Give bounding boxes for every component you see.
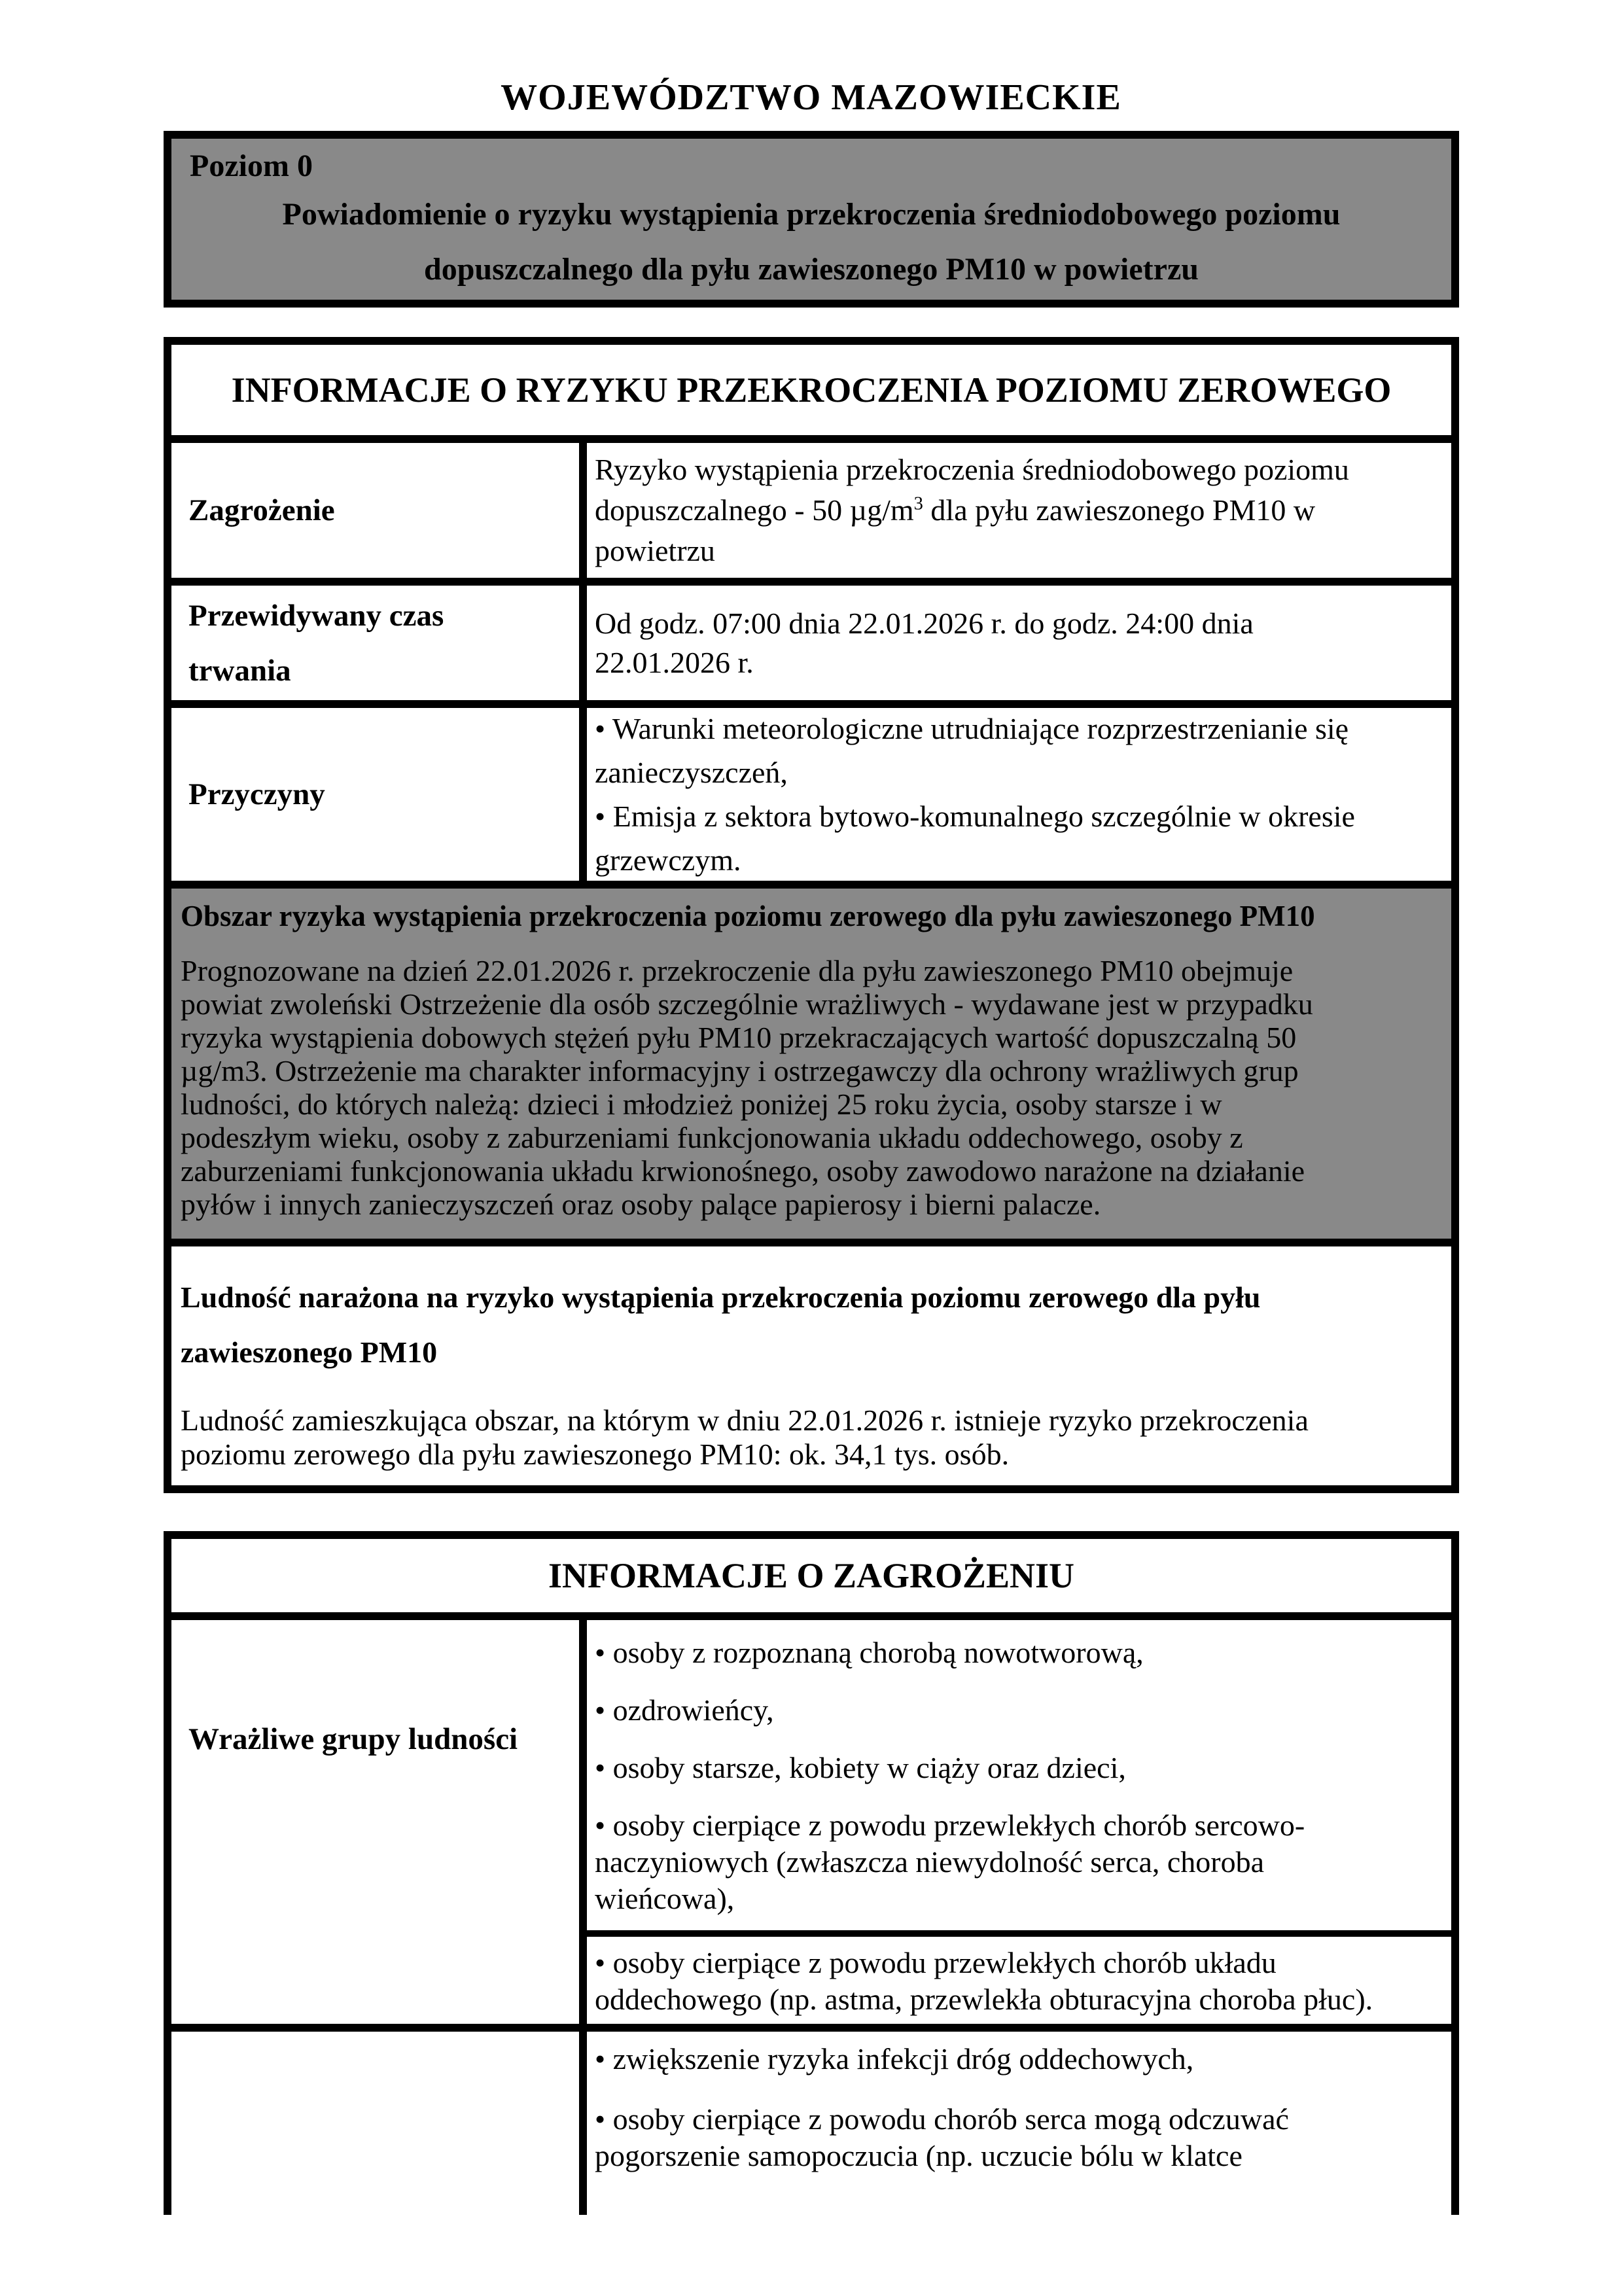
- row-czas-trwania: [171, 586, 1451, 708]
- population-section: [171, 1246, 1451, 1485]
- row-przyczyny: [171, 708, 1451, 889]
- sensitive-bullet-1: • osoby z rozpoznaną chorobą nowotworową,: [595, 1636, 1144, 1669]
- zagrozenie-line-3: powietrzu: [595, 534, 715, 567]
- przyczyny-line-3: • Emisja z sektora bytowo-komunalnego szczególnie w okresie: [595, 800, 1355, 833]
- population-title: [181, 1270, 1442, 1380]
- czas-line-2: 22.01.2026 r.: [595, 645, 754, 679]
- sensitive-bullet-2: • ozdrowieńcy,: [595, 1693, 774, 1727]
- alert-level-banner: [164, 131, 1459, 308]
- population-title-line-1: Ludność narażona na ryzyko wystąpienia przekroczenia poziomu zerowego dla pyłu: [181, 1280, 1261, 1314]
- czas-content: [587, 586, 1451, 700]
- czas-label-line-2: trwania: [188, 653, 291, 688]
- risk-area-line-3: ryzyka wystąpienia dobowych stężeń pyłu PM10 przekraczających wartość dopuszczalną 50: [181, 1021, 1297, 1054]
- sensitive-bullet-4-line-2: naczyniowych (zwłaszcza niewydolność serca, choroba: [595, 1845, 1265, 1879]
- sensitive-bullet-5-line-2: oddechowego (np. astma, przewlekła obturacyjna choroba płuc).: [595, 1983, 1373, 2016]
- sensitive-bullet-3: • osoby starsze, kobiety w ciąży oraz dzieci,: [595, 1751, 1126, 1784]
- sensitive-bullet-4-line-1: • osoby cierpiące z powodu przewlekłych chorób sercowo-: [595, 1809, 1305, 1842]
- effects-label-cell-clipped: [171, 2032, 587, 2215]
- alert-level: Poziom 0: [190, 149, 313, 183]
- population-paragraph: [181, 1404, 1442, 1472]
- sensitive-groups-cell-1: [587, 1620, 1451, 1937]
- health-effects-cell: [587, 2032, 1451, 2215]
- hazard-table-body: [171, 1620, 1451, 2215]
- czas-label-line-1: Przewidywany czas: [188, 598, 444, 633]
- effects-bullet-1: • zwiększenie ryzyka infekcji dróg oddechowych,: [595, 2042, 1194, 2075]
- przyczyny-line-4: grzewczym.: [595, 843, 741, 877]
- risk-area-line-6: podeszłym wieku, osoby z zaburzeniami funkcjonowania układu oddechowego, osoby z: [181, 1121, 1243, 1154]
- region-title: WOJEWÓDZTWO MAZOWIECKIE: [501, 77, 1121, 118]
- zagrozenie-line-1: Ryzyko wystąpienia przekroczenia średniodobowego poziomu: [595, 453, 1349, 486]
- risk-info-table: [164, 337, 1459, 1493]
- risk-table-header: INFORMACJE O RYZYKU PRZEKROCZENIA POZIOMU ZEROWEGO: [171, 345, 1451, 443]
- przyczyny-line-2: zanieczyszczeń,: [595, 756, 788, 789]
- population-line-2: poziomu zerowego dla pyłu zawieszonego PM10: ok. 34,1 tys. osób.: [181, 1438, 1010, 1471]
- effects-bullet-2-line-1: • osoby cierpiące z powodu chorób serca mogą odczuwać: [595, 2102, 1289, 2136]
- zagrozenie-content: [587, 443, 1451, 578]
- risk-area-line-2: powiat zwoleński Ostrzeżenie dla osób szczególnie wrażliwych - wydawane jest w przypadku: [181, 987, 1313, 1021]
- przyczyny-content: [587, 708, 1451, 881]
- zagrozenie-line-2-post: dla pyłu zawieszonego PM10 w: [923, 493, 1316, 527]
- risk-area-line-4: µg/m3. Ostrzeżenie ma charakter informacyjny i ostrzegawczy dla ochrony wrażliwych grup: [181, 1054, 1299, 1087]
- hazard-info-table: [164, 1531, 1459, 2215]
- zagrozenie-superscript: 3: [913, 493, 923, 514]
- risk-area-paragraph: [181, 954, 1442, 1221]
- hazard-table-header: INFORMACJE O ZAGROŻENIU: [171, 1539, 1451, 1620]
- risk-area-line-1: Prognozowane na dzień 22.01.2026 r. przekroczenie dla pyłu zawieszonego PM10 obejmuje: [181, 954, 1294, 987]
- population-line-1: Ludność zamieszkująca obszar, na którym w dniu 22.01.2026 r. istnieje ryzyko przekroczenia: [181, 1404, 1309, 1437]
- alert-subtitle-line-2: dopuszczalnego dla pyłu zawieszonego PM10 w powietrzu: [424, 252, 1199, 287]
- sensitive-groups-label: Wrażliwe grupy ludności: [171, 1620, 587, 2032]
- sensitive-bullet-5-line-1: • osoby cierpiące z powodu przewlekłych chorób układu: [595, 1946, 1277, 1979]
- population-title-line-2: zawieszonego PM10: [181, 1335, 438, 1369]
- czas-line-1: Od godz. 07:00 dnia 22.01.2026 r. do godz. 24:00 dnia: [595, 606, 1254, 640]
- sensitive-groups-cell-2: [587, 1937, 1451, 2032]
- risk-area-line-5: ludności, do których należą: dzieci i młodzież poniżej 25 roku życia, osoby starsze i w: [181, 1087, 1222, 1121]
- effects-bullet-2-line-2: pogorszenie samopoczucia (np. uczucie bólu w klatce: [595, 2139, 1243, 2172]
- risk-area-title: Obszar ryzyka wystąpienia przekroczenia poziomu zerowego dla pyłu zawieszonego PM10: [181, 900, 1315, 932]
- risk-area-section: [171, 889, 1451, 1246]
- zagrozenie-line-2: [595, 490, 1439, 531]
- risk-area-line-8: pyłów i innych zanieczyszczeń oraz osoby palące papierosy i bierni palacze.: [181, 1188, 1101, 1221]
- sensitive-bullet-4-line-3: wieńcowa),: [595, 1882, 735, 1915]
- risk-area-line-7: zaburzeniami funkcjonowania układu krwionośnego, osoby zawodowo narażone na działanie: [181, 1154, 1305, 1188]
- zagrozenie-label: Zagrożenie: [171, 443, 587, 578]
- przyczyny-line-1: • Warunki meteorologiczne utrudniające rozprzestrzenianie się: [595, 712, 1349, 745]
- czas-label: [171, 586, 587, 700]
- przyczyny-label: Przyczyny: [171, 708, 587, 881]
- row-zagrozenie: [171, 443, 1451, 586]
- alert-subtitle-line-1: Powiadomienie o ryzyku wystąpienia przekroczenia średniodobowego poziomu: [282, 197, 1341, 232]
- zagrozenie-line-2-pre: dopuszczalnego - 50 µg/m: [595, 493, 914, 527]
